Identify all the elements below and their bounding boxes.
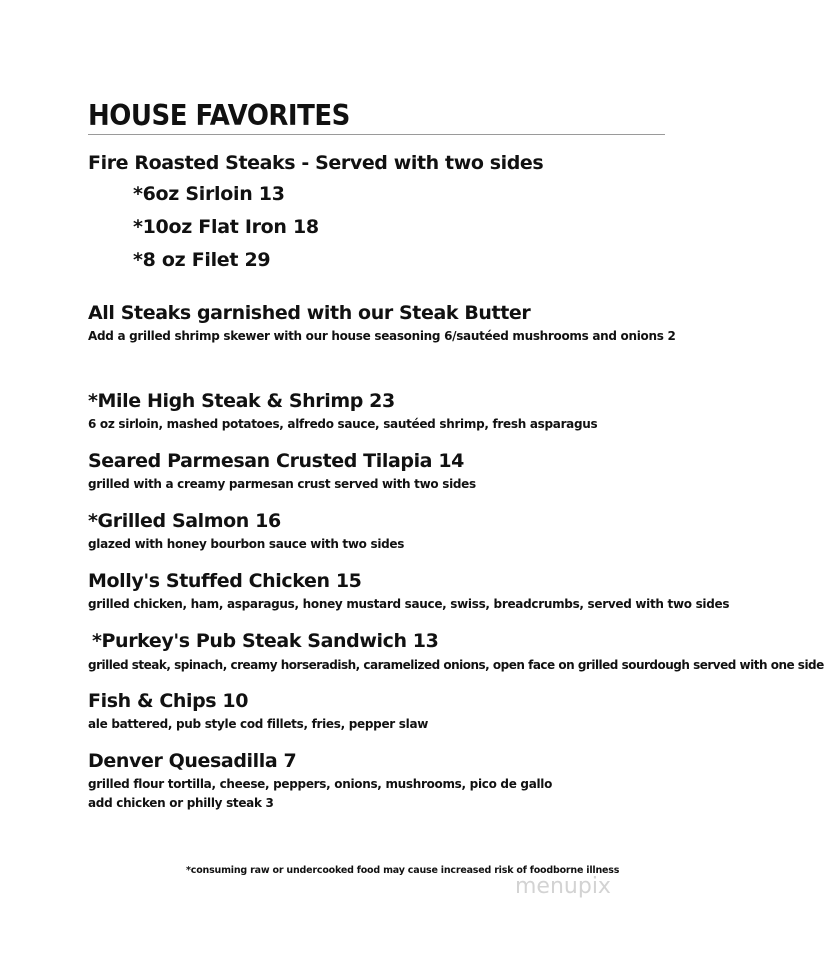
garnish-desc: Add a grilled shrimp skewer with our house seasoning 6/sautéed mushrooms and onions 2 bbox=[88, 329, 676, 343]
watermark-logo: menupix bbox=[515, 874, 611, 899]
menu-item-title: Seared Parmesan Crusted Tilapia 14 bbox=[88, 450, 464, 472]
section-title: HOUSE FAVORITES bbox=[88, 100, 350, 133]
menu-item-desc: ale battered, pub style cod fillets, fries, pepper slaw bbox=[88, 717, 429, 731]
menu-item-desc: grilled chicken, ham, asparagus, honey mustard sauce, swiss, breadcrumbs, served with two sides bbox=[88, 597, 730, 611]
garnish-title: All Steaks garnished with our Steak Butter bbox=[88, 302, 531, 324]
menu-item-title: Fish & Chips 10 bbox=[88, 690, 249, 712]
menu-item-title: *Grilled Salmon 16 bbox=[88, 510, 281, 532]
section-divider bbox=[88, 134, 665, 135]
menu-item-addon: add chicken or philly steak 3 bbox=[88, 796, 274, 810]
menu-item-desc: grilled with a creamy parmesan crust served with two sides bbox=[88, 477, 476, 491]
menu-item-desc: glazed with honey bourbon sauce with two sides bbox=[88, 537, 405, 551]
steak-option-flat-iron: *10oz Flat Iron 18 bbox=[133, 216, 319, 238]
steak-option-sirloin: *6oz Sirloin 13 bbox=[133, 183, 285, 205]
menu-item-title: Molly's Stuffed Chicken 15 bbox=[88, 570, 362, 592]
steak-option-filet: *8 oz Filet 29 bbox=[133, 249, 271, 271]
footnote: *consuming raw or undercooked food may cause increased risk of foodborne illness bbox=[186, 865, 620, 876]
menu-item-desc: grilled flour tortilla, cheese, peppers, onions, mushrooms, pico de gallo bbox=[88, 777, 553, 791]
menu-item-desc: grilled steak, spinach, creamy horseradish, caramelized onions, open face on grilled sourdough served with one side bbox=[88, 658, 824, 672]
menu-item-title: Denver Quesadilla 7 bbox=[88, 750, 297, 772]
menu-item-desc: 6 oz sirloin, mashed potatoes, alfredo sauce, sautéed shrimp, fresh asparagus bbox=[88, 417, 598, 431]
steaks-title: Fire Roasted Steaks - Served with two sides bbox=[88, 152, 544, 174]
menu-item-title: *Purkey's Pub Steak Sandwich 13 bbox=[92, 630, 439, 652]
menu-item-title: *Mile High Steak & Shrimp 23 bbox=[88, 390, 395, 412]
